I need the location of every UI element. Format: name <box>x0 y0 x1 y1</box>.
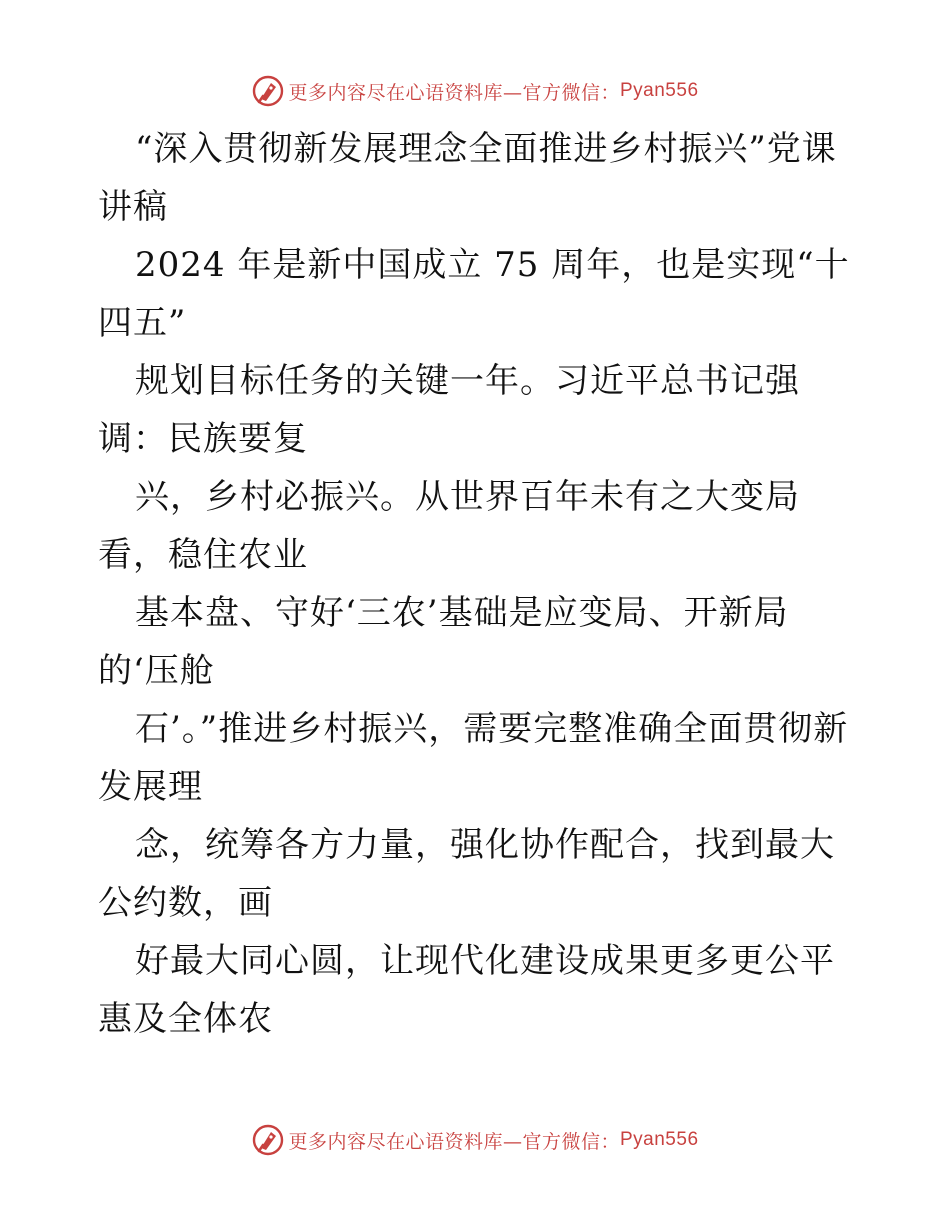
footer-watermark <box>0 1122 950 1158</box>
watermark-wechat-id: Pyan556 <box>620 1129 699 1150</box>
watermark-wechat-id: Pyan556 <box>620 80 699 101</box>
paragraph: 规划目标任务的关键一年。习近平总书记强调：民族要复 <box>98 361 800 459</box>
paragraph: 兴，乡村必振兴。从世界百年未有之大变局看，稳住农业 <box>98 477 800 575</box>
paragraph: 石’。”推进乡村振兴，需要完整准确全面贯彻新发展理 <box>98 709 849 807</box>
paragraph: 2024 年是新中国成立 75 周年，也是实现“十四五” <box>98 245 850 343</box>
paragraph: “深入贯彻新发展理念全面推进乡村振兴”党课讲稿 <box>98 129 837 227</box>
paragraph: 念，统筹各方力量，强化协作配合，找到最大公约数，画 <box>98 825 835 923</box>
header-watermark <box>0 73 950 109</box>
watermark-text: 更多内容尽在心语资料库—官方微信： <box>288 81 620 104</box>
watermark-text: 更多内容尽在心语资料库—官方微信： <box>288 1130 620 1153</box>
paragraph: 基本盘、守好‘三农’基础是应变局、开新局的‘压舱 <box>98 593 789 691</box>
paragraph: 好最大同心圆，让现代化建设成果更多更公平惠及全体农 <box>98 941 835 1039</box>
pen-nib-logo-icon <box>251 1123 285 1157</box>
document-body <box>98 120 858 1048</box>
pen-nib-logo-icon <box>251 74 285 108</box>
